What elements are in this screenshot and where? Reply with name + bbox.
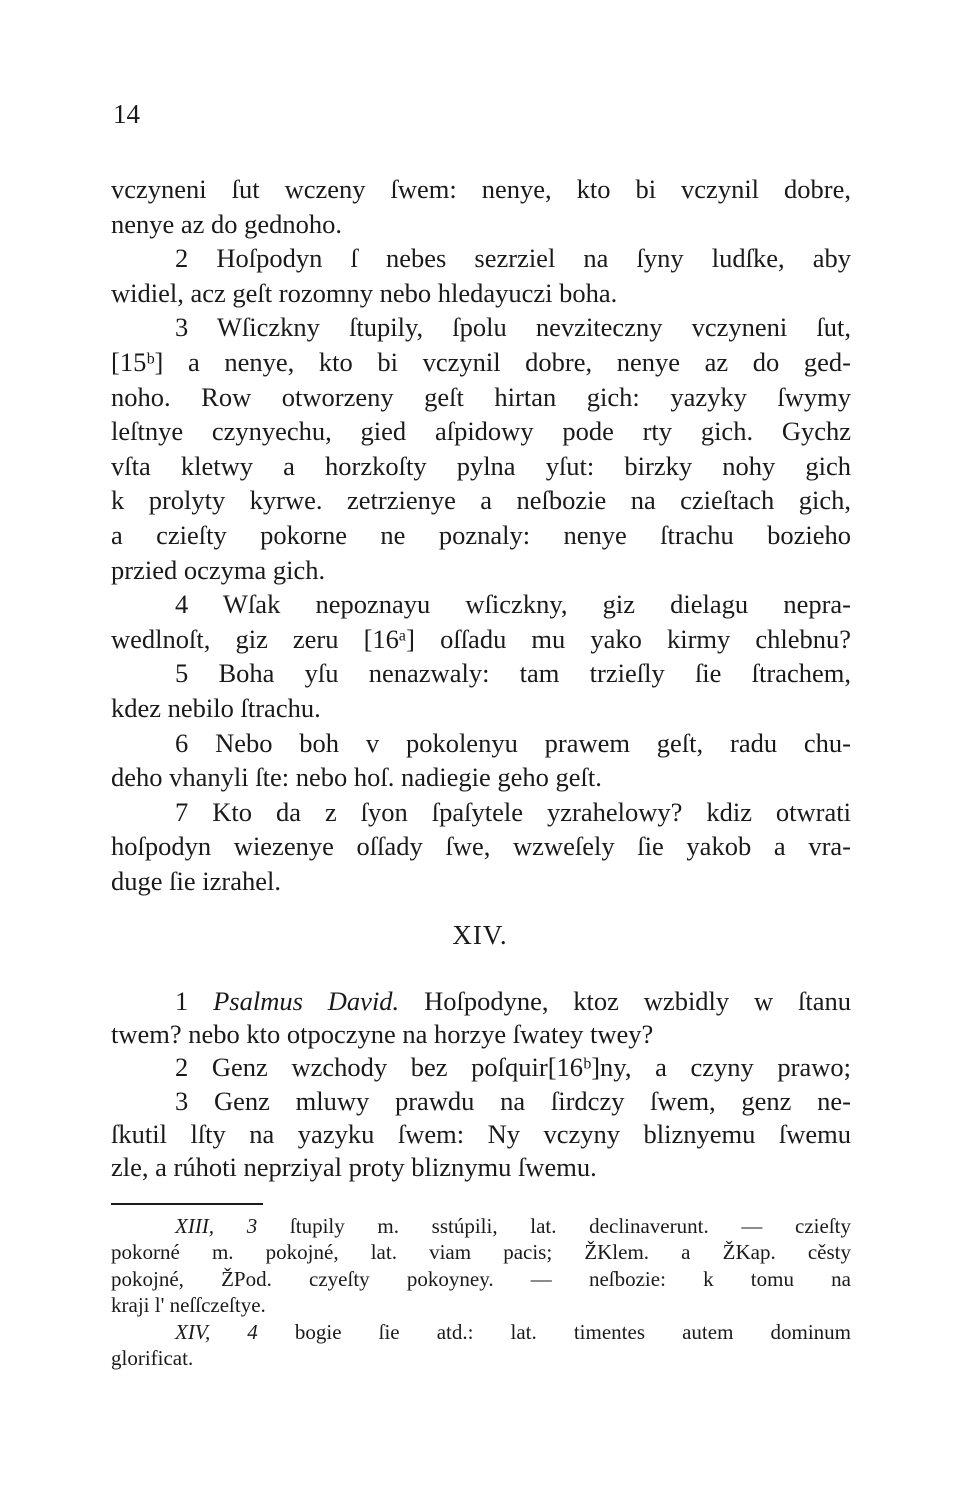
footnote-text: bogie ſie atd.: lat. timentes autem dominum (294, 1319, 851, 1344)
footnote-text: ſtupily m. sstúpili, lat. declinaverunt. — czieſty (289, 1214, 852, 1238)
text-line: vczyneni ſut wczeny ſwem: nenye, kto bi vczynil dobre, (111, 174, 851, 204)
text-line: deho vhanyli ſte: nebo hoſ. nadiegie geho geſt. (111, 762, 602, 793)
text-line: 3 Genz mluwy prawdu na ſirdczy ſwem, genz ne- (175, 1085, 851, 1116)
text-line-rest: Hoſpodyne, ktoz wzbidly w ſtanu (424, 986, 852, 1016)
psalm-title-line (111, 985, 851, 1018)
text-line: vſta kletwy a horzkoſty pylna yſut: birzky nohy gich (111, 450, 851, 481)
text-line: 3 Wſiczkny ſtupily, ſpolu nevziteczny vczyneni ſut, (175, 312, 851, 343)
chapter-xiii-text (111, 172, 851, 898)
footnote-reference: XIII, 3 (175, 1214, 258, 1238)
text-line: leſtnye czynyechu, gied aſpidowy pode rty gich. Gychz (111, 416, 851, 447)
chapter-xiv-text (111, 985, 851, 1184)
text-line: hoſpodyn wiezenye oſſady ſwe, wzweſely ſie yakob a vra- (111, 831, 851, 862)
psalm-title: Psalmus David. (213, 986, 400, 1016)
text-line: 2 Hoſpodyn ſ nebes sezrziel na ſyny ludſke, aby (175, 243, 851, 274)
text-line: [15ᵇ] a nenye, kto bi vczynil dobre, nenye az do ged- (111, 346, 851, 377)
text-line: wedlnoſt, giz zeru [16ᵃ] oſſadu mu yako kirmy chlebnu? (111, 623, 851, 654)
text-line: k prolyty kyrwe. zetrzienye a neſbozie na czieſtach gich, (111, 485, 851, 516)
text-line: 5 Boha yſu nenazwaly: tam trzieſly ſie ſtrachem, (175, 658, 851, 689)
footnote-line: glorificat. (111, 1345, 194, 1370)
text-line: nenye az do gednoho. (111, 208, 343, 239)
text-line: a czieſty pokorne ne poznaly: nenye ſtrachu bozieho (111, 519, 851, 550)
footnote-line: kraji l' neſſczeſtye. (111, 1293, 266, 1318)
text-line: ſkutil lſty na yazyku ſwem: Ny vczyny bliznyemu ſwemu (111, 1118, 851, 1149)
text-line: widiel, acz geſt rozomny nebo hledayuczi boha. (111, 277, 618, 308)
footnote-line (111, 1213, 851, 1239)
text-line: noho. Row otworzeny geſt hirtan gich: yazyky ſwymy (111, 381, 851, 412)
footnote-line (111, 1319, 851, 1345)
text-line: 6 Nebo boh v pokolenyu prawem geſt, radu chu- (175, 727, 851, 758)
verse-number: 1 (175, 986, 189, 1016)
text-line: 7 Kto da z ſyon ſpaſytele yzrahelowy? kdiz otwrati (175, 796, 851, 827)
text-line: 2 Genz wzchody bez poſquir[16ᵇ]ny, a czyny prawo; (175, 1052, 851, 1083)
footnote-reference: XIV, 4 (175, 1319, 258, 1344)
footnotes (111, 1213, 851, 1371)
text-line: przied oczyma gich. (111, 554, 326, 585)
section-heading: XIV. (452, 920, 508, 950)
text-line: duge ſie izrahel. (111, 865, 281, 896)
text-line: 4 Wſak nepoznayu wſiczkny, giz dielagu nepra- (175, 589, 851, 620)
text-line: zle, a rúhoti neprziyal proty bliznymu ſwemu. (111, 1151, 597, 1182)
footnote-line: pokorné m. pokojné, lat. viam pacis; ŽKlem. a ŽKap. cěsty (111, 1240, 851, 1265)
text-line: twem? nebo kto otpoczyne na horzye ſwatey twey? (111, 1019, 654, 1050)
footnote-line: pokojné, ŽPod. czyeſty pokoyney. — neſbozie: k tomu na (111, 1266, 851, 1291)
page-number: 14 (113, 99, 140, 129)
footnote-divider (111, 1203, 263, 1205)
text-line: kdez nebilo ſtrachu. (111, 692, 321, 723)
